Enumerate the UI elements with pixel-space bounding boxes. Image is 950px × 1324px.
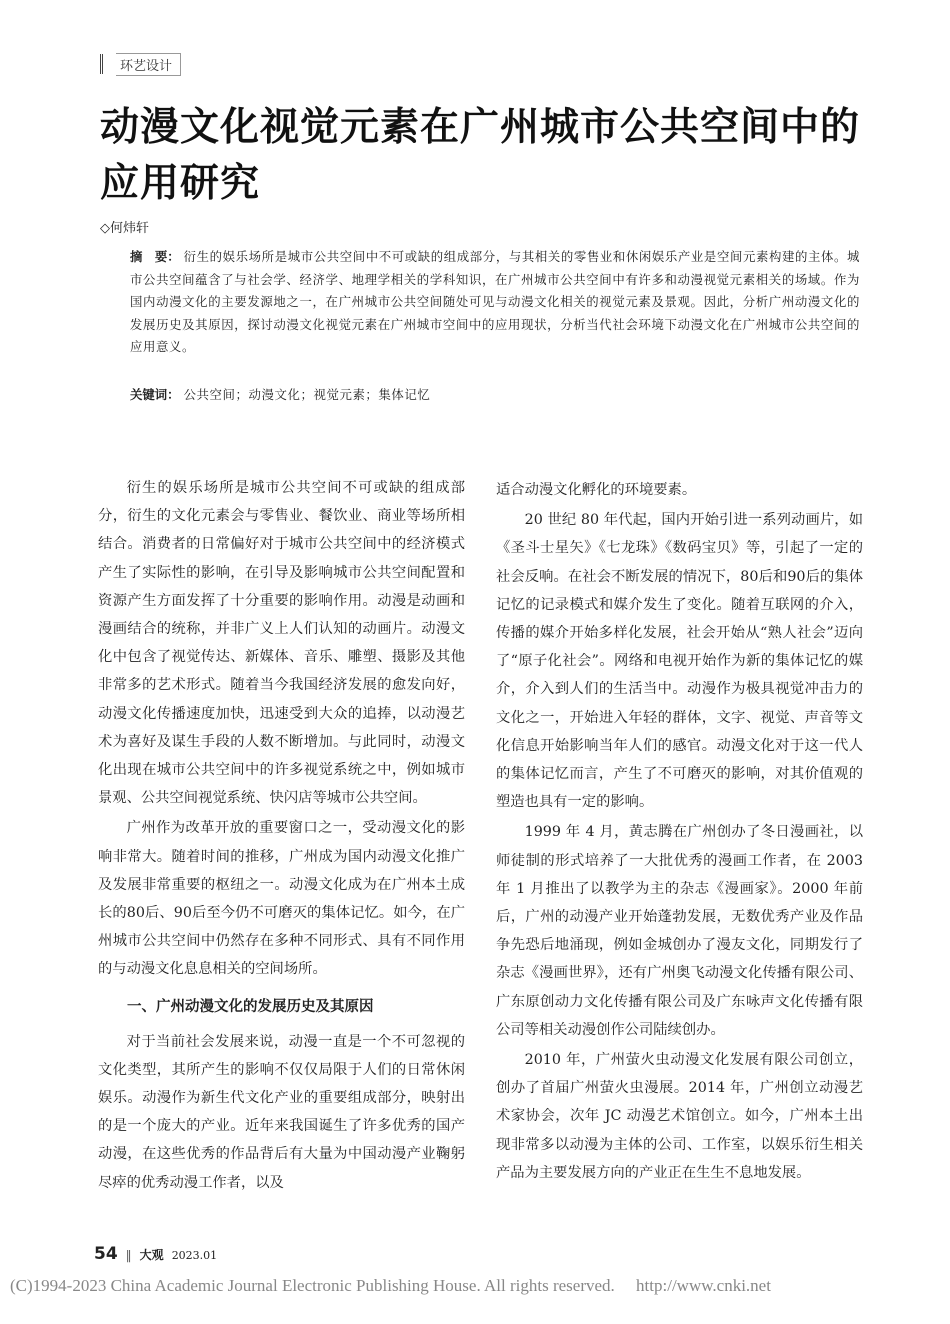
page-footer	[94, 1244, 217, 1264]
body-paragraph: 2010 年，广州萤火虫动漫文化发展有限公司创立，创办了首届广州萤火虫漫展。2014 年，广州创立动漫艺术家协会，次年 JC 动漫艺术馆创立。如今，广州本土出现非常多以动漫为主体的公司、工作室，以娱乐衍生相关产品为主要发展方向的产业正在生生不息地发展。	[496, 1052, 863, 1181]
body-paragraph-continued: 适合动漫文化孵化的环境要素。	[496, 482, 697, 498]
body-paragraph: 对于当前社会发展来说，动漫一直是一个不可忽视的文化类型，其所产生的影响不仅仅局限于人们的日常休闲娱乐。动漫作为新生代文化产业的重要组成部分，映射出的是一个庞大的产业。近年来我国诞生了许多优秀的国产动漫，在这些优秀的作品背后有大量为中国动漫产业鞠躬尽瘁的优秀动漫工作者，以及	[98, 1033, 465, 1191]
article-title: 动漫文化视觉元素在广州城市公共空间中的应用研究	[100, 105, 861, 206]
section-tag	[100, 53, 181, 75]
section-tag-text: 环艺设计	[116, 53, 181, 76]
section-tag-bracket	[100, 54, 110, 74]
author: ◇何炜轩	[100, 221, 149, 236]
abstract	[130, 246, 860, 359]
body-paragraph: 衍生的娱乐场所是城市公共空间不可或缺的组成部分，衍生的文化元素会与零售业、餐饮业、商业等场所相结合。消费者的日常偏好对于城市公共空间中的经济模式产生了实际性的影响，在引导及影响城市公共空间配置和资源产生方面发挥了十分重要的影响作用。动漫是动画和漫画结合的统称，并非广义上人们认知的动画片。动漫文化中包含了视觉传达、新媒体、音乐、雕塑、摄影及其他非常多的艺术形式。随着当今我国经济发展的愈发向好，动漫文化传播速度加快，迅速受到大众的追捧，以动漫艺术为喜好及谋生手段的人数不断增加。与此同时，动漫文化出现在城市公共空间中的许多视觉系统之中，例如城市景观、公共空间视觉系统、快闪店等城市公共空间。	[98, 480, 465, 807]
journal-issue: 2023.01	[171, 1249, 218, 1262]
footer-separator: ‖	[125, 1248, 132, 1262]
section-heading: 一、广州动漫文化的发展历史及其原因	[127, 998, 374, 1015]
journal-name: 大观	[139, 1248, 164, 1262]
body-paragraph: 1999 年 4 月，黄志腾在广州创办了冬日漫画社，以师徒制的形式培养了一大批优秀的漫画工作者，在 2003 年 1 月推出了以教学为主的杂志《漫画家》。2000 年前后，广州的动漫产业开始蓬勃发展，无数优秀产业及作品争先恐后地涌现，例如金城创办了漫友文化，同期发行了杂志《漫画世界》，还有广州奥飞动漫文化传播有限公司、广东原创动力文化传播有限公司及广东咏声文化传播有限公司等相关动漫创作公司陆续创办。	[496, 824, 863, 1038]
body-column-left	[98, 474, 465, 1199]
abstract-label: 摘 要：	[130, 249, 180, 264]
keywords	[130, 384, 860, 406]
copyright-watermark: (C)1994-2023 China Academic Journal Electronic Publishing House. All rights reserved. http://www.cnki.net	[10, 1276, 771, 1295]
page-number: 54	[94, 1244, 118, 1264]
body-paragraph: 20 世纪 80 年代起，国内开始引进一系列动画片，如《圣斗士星矢》《七龙珠》《数码宝贝》等，引起了一定的社会反响。在社会不断发展的情况下，80后和90后的集体记忆的记录模式和媒介发生了变化。随着互联网的介入，传播的媒介开始多样化发展，社会开始从“熟人社会”迈向了“原子化社会”。网络和电视开始作为新的集体记忆的媒介，介入到人们的生活当中。动漫作为极具视觉冲击力的文化之一，开始进入年轻的群体，文字、视觉、声音等文化信息开始影响当年人们的感官。动漫文化对于这一代人的集体记忆而言，产生了不可磨灭的影响，对其价值观的塑造也具有一定的影响。	[496, 512, 863, 811]
body-paragraph: 广州作为改革开放的重要窗口之一，受动漫文化的影响非常大。随着时间的推移，广州成为国内动漫文化推广及发展非常重要的枢纽之一。动漫文化成为在广州本土成长的80后、90后至今仍不可磨灭的集体记忆。如今，在广州城市公共空间中仍然存在多种不同形式、具有不同作用的与动漫文化息息相关的空间场所。	[98, 820, 465, 978]
keywords-text: 公共空间；动漫文化；视觉元素；集体记忆	[183, 387, 431, 402]
keywords-label: 关键词：	[130, 387, 180, 402]
body-column-right	[496, 476, 863, 1189]
abstract-text: 衍生的娱乐场所是城市公共空间中不可或缺的组成部分，与其相关的零售业和休闲娱乐产业是空间元素构建的主体。城市公共空间蕴含了与社会学、经济学、地理学相关的学科知识，在广州城市公共空间中有许多和动漫视觉元素相关的场域。作为国内动漫文化的主要发源地之一，在广州城市公共空间随处可见与动漫文化相关的视觉元素及景观。因此，分析广州动漫文化的发展历史及其原因，探讨动漫文化视觉元素在广州城市空间中的应用现状，分析当代社会环境下动漫文化在广州城市公共空间的应用意义。	[130, 249, 861, 355]
